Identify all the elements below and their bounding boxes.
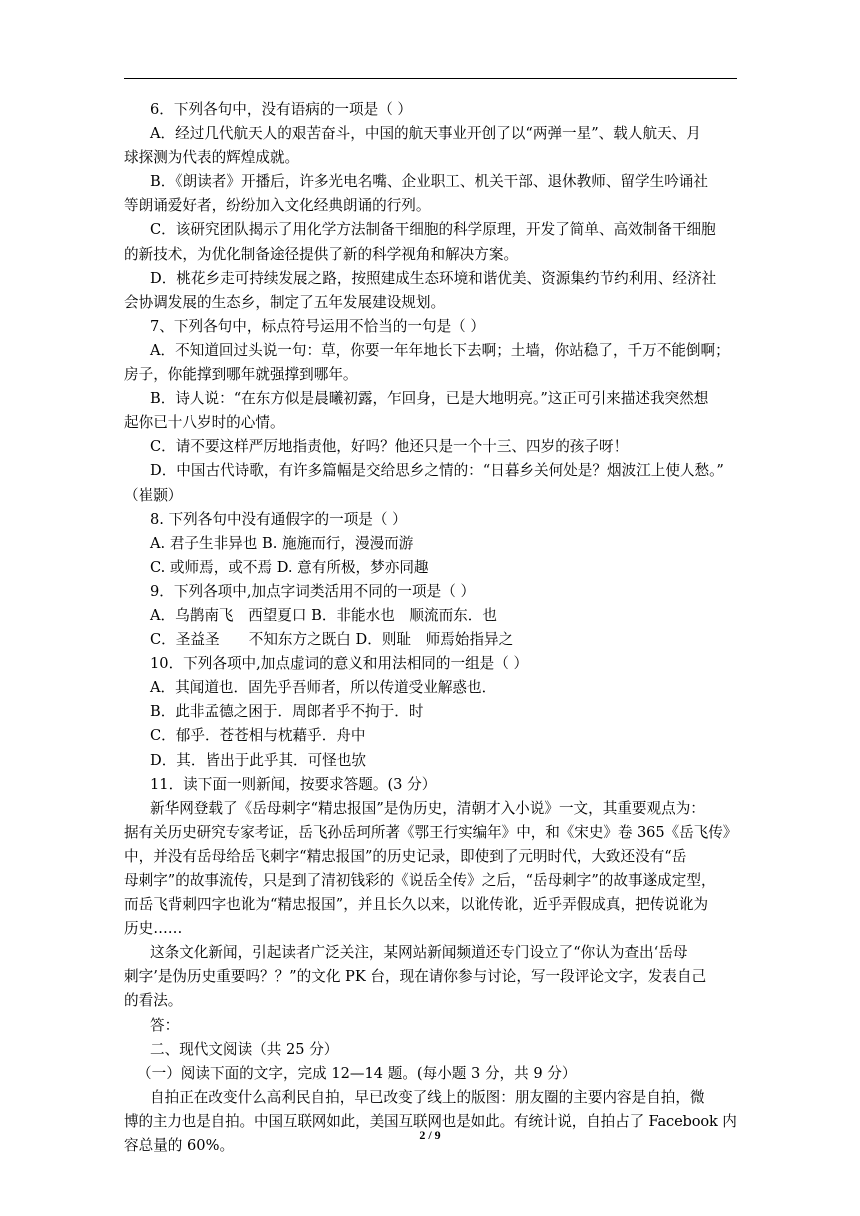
text-line: 而岳飞背刺四字也讹为“精忠报国”，并且长久以来，以讹传讹，近乎弄假成真，把传说讹为 [124,896,709,914]
text-line: A. 君子生非异也 B. 施施而行，漫漫而游 [150,534,414,552]
text-line: B．此非孟德之困于．周郎者乎不拘于．时 [150,703,424,721]
text-line: D．桃花乡走可持续发展之路，按照建成生态环境和谐优美、资源集约节约利用、经济社 [150,269,717,287]
text-line: 会协调发展的生态乡，制定了五年发展建设规划。 [124,293,446,311]
text-line: 新华网登载了《岳母刺字“精忠报国”是伪历史，清朝才入小说》一文，其重要观点为： [150,799,705,817]
header-rule [124,78,737,79]
text-line: 中，并没有岳母给岳飞刺字“精忠报国”的历史记录，即使到了元明时代，大致还没有“岳 [124,847,687,865]
text-line: C．圣益圣 不知东方之既白 D．则耻 师焉始指异之 [150,631,514,649]
text-line: 房子，你能撑到哪年就强撑到哪年。 [124,366,358,384]
text-line: 答： [150,1016,180,1034]
text-line: C. 或师焉，或不焉 D. 意有所极，梦亦同趣 [150,558,429,576]
text-line: 博的主力也是自拍。中国互联网如此，美国互联网也是如此。有统计说，自拍占了 Facebook 内 [124,1112,737,1130]
text-line: 10．下列各项中,加点虚词的意义和用法相同的一组是（ ） [150,655,529,673]
document-body [124,98,737,1158]
text-line: C．该研究团队揭示了用化学方法制备干细胞的科学原理，开发了简单、高效制备干细胞 [150,221,716,239]
text-line: 7、下列各句中，标点符号运用不恰当的一句是（ ） [150,317,485,335]
text-line: A．不知道回过头说一句：草，你要一年年地长下去啊；土墙，你站稳了，千万不能倒啊； [150,341,730,359]
text-line: A．乌鹊南飞 西望夏口 B．非能水也 顺流而东．也 [150,606,497,624]
text-line: 6．下列各句中，没有语病的一项是（ ） [150,101,413,118]
text-line: 8. 下列各句中没有通假字的一项是（ ） [150,510,407,528]
text-line: （崔颢） [124,486,183,504]
text-line: A．经过几代航天人的艰苦奋斗，中国的航天事业开创了以“两弹一星”、载人航天、月 [150,125,701,143]
text-line: 的新技术，为优化制备途径提供了新的科学视角和解决方案。 [124,245,519,263]
text-line: 起你已十八岁时的心情。 [124,414,285,432]
text-line: C．请不要这样严厉地指责他，好吗？他还只是一个十三、四岁的孩子呀！ [150,438,629,456]
text-line: B．诗人说：“在东方似是晨曦初露，乍回身，已是大地明亮。”这正可引来描述我突然想 [150,390,709,408]
text-line: 11．读下面一则新闻，按要求答题。(3 分） [150,775,437,793]
text-line: 容总量的 60%。 [124,1137,235,1155]
text-line: 刺字’是伪历史重要吗？？”的文化 PK 台，现在请你参与讨论，写一段评论文字，发表自己 [124,968,707,986]
text-line: A．其闻道也．固先乎吾师者，所以传道受业解惑也． [150,679,497,697]
text-line: 据有关历史研究专家考证，岳飞孙岳珂所著《鄂王行实编年》中，和《宋史》卷 365《岳飞传》 [124,823,738,841]
text-line: B．《朗读者》开播后，许多光电名嘴、企业职工、机关干部、退休教师、留学生吟诵社 [150,173,708,191]
text-line: C．郁乎．苍苍相与枕藉乎．舟中 [150,727,366,745]
text-line: 这条文化新闻，引起读者广泛关注，某网站新闻频道还专门设立了“你认为查出‘岳母 [150,944,688,962]
text-line: D．其．皆出于此乎其．可怪也欤 [150,751,367,769]
text-line: 母刺字”的故事流传，只是到了清初钱彩的《说岳全传》之后，“岳母刺字”的故事遂成定型， [124,872,716,889]
text-line: 历史…… [124,920,183,938]
text-line: （一）阅读下面的文字，完成 12—14 题。(每小题 3 分，共 9 分） [137,1064,577,1082]
page-number: 2 / 9 [419,1128,441,1142]
text-line: 等朗诵爱好者，纷纷加入文化经典朗诵的行列。 [124,197,431,215]
text-line: 二、现代文阅读（共 25 分） [150,1040,339,1058]
text-line: 自拍正在改变什么高利民自拍，早已改变了线上的版图：朋友圈的主要内容是自拍，微 [150,1088,705,1106]
text-line: 的看法。 [124,992,183,1010]
text-line: D．中国古代诗歌，有许多篇幅是交给思乡之情的：“日暮乡关何处是？烟波江上使人愁。” [150,462,724,480]
text-line: 球探测为代表的辉煌成就。 [124,149,300,167]
text-line: 9．下列各项中,加点字词类活用不同的一项是（ ） [150,582,476,600]
